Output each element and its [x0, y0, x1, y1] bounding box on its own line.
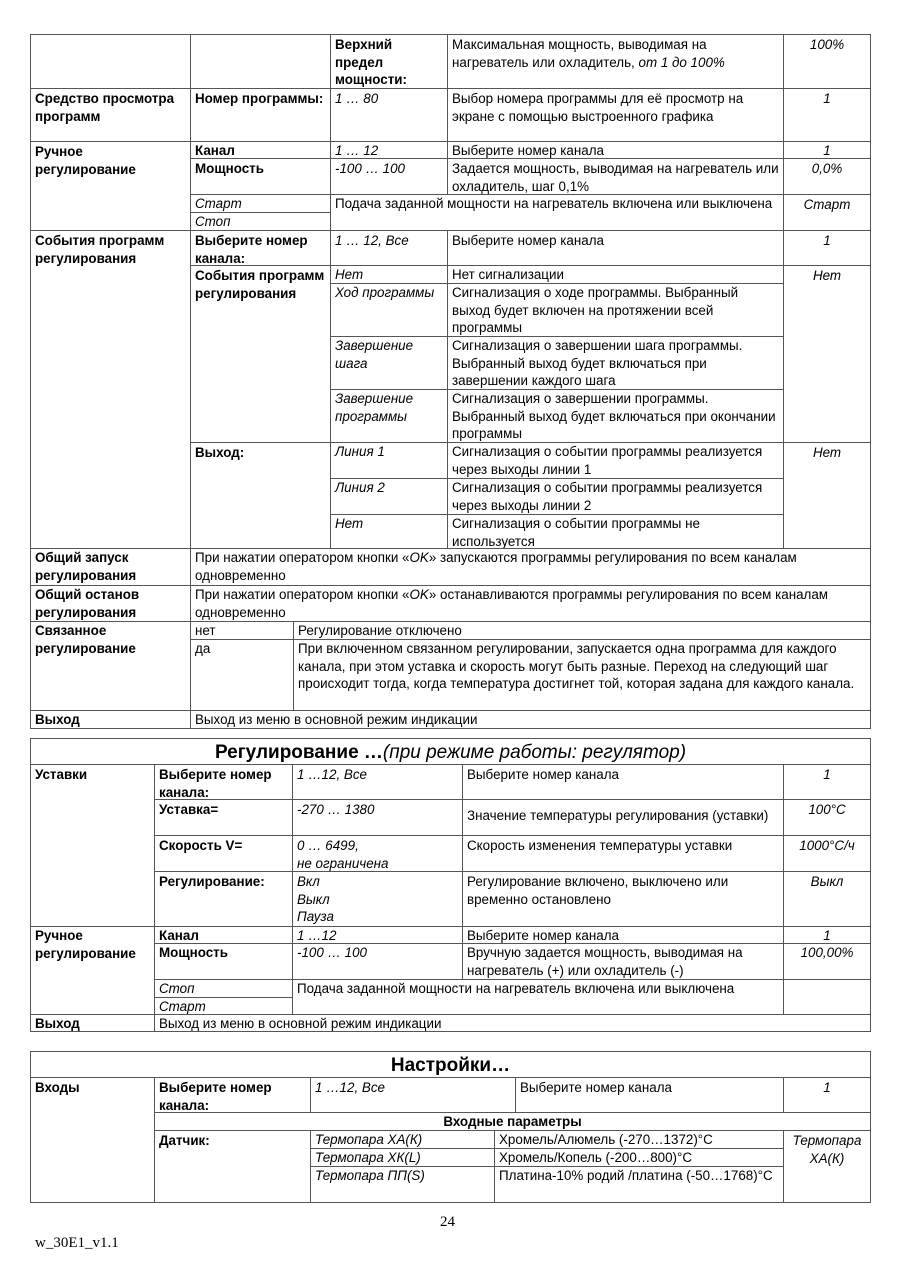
option-name: Линия 2: [330, 478, 448, 515]
ok-key: OK: [409, 550, 429, 565]
section-label: Выход: [30, 1014, 155, 1032]
section-label: Ручное регулирование: [30, 141, 191, 231]
default-value: Нет: [783, 265, 871, 443]
param-label: Мощность: [154, 943, 293, 980]
default-value: 1: [783, 230, 871, 266]
param-range: -100 … 100: [292, 943, 463, 980]
desc-italic: от 1 до 100%: [638, 54, 725, 70]
range-line: не ограничена: [297, 855, 389, 871]
param-desc: [447, 34, 784, 89]
option-pause: Пауза: [297, 909, 334, 924]
default-value: Нет: [783, 442, 871, 549]
sensor-desc: Хромель/Копель (-200…800)°C: [494, 1148, 784, 1167]
param-range: 1 …12, Все: [292, 764, 463, 800]
param-label: Датчик:: [154, 1130, 311, 1203]
option-name: Нет: [330, 514, 448, 549]
option-desc: При включенном связанном регулировании, запускается одна программа для каждого канала, при этом уставка и скорость могут быть разные. Переход на следующий шаг происходит тогда, когда температура достигнет той, которая задана для каждого канала.: [293, 639, 871, 711]
cell-empty: [190, 34, 331, 89]
param-label: Регулирование:: [154, 871, 293, 927]
param-desc: Выберите номер канала: [447, 230, 784, 266]
param-desc: Подача заданной мощности на нагреватель включена или выключена: [330, 194, 784, 231]
option-yes: да: [190, 639, 294, 711]
section-label: Связанное регулирование: [30, 621, 191, 711]
param-desc: Задается мощность, выводимая на нагреватель или охладитель, шаг 0,1%: [447, 158, 784, 195]
option-start: Старт: [190, 194, 331, 213]
param-options: [292, 871, 463, 927]
default-value: Термопара ХА(К): [783, 1130, 871, 1203]
default-value: Выкл: [783, 871, 871, 927]
section-label: События программ регулирования: [30, 230, 191, 549]
section-label: Входы: [30, 1077, 155, 1203]
default-value: 100°C: [783, 799, 871, 836]
option-start: Старт: [154, 997, 293, 1015]
param-range: 1 … 12, Все: [330, 230, 448, 266]
option-no: нет: [190, 621, 294, 640]
param-desc: Значение температуры регулирования (уставки): [462, 799, 784, 836]
default-value: 1: [783, 764, 871, 800]
section-label: Выход: [30, 710, 191, 729]
param-range: 1 …12, Все: [310, 1077, 516, 1113]
option-desc: Сигнализация о событии программы реализуется через выходы линии 1: [447, 442, 784, 479]
desc-text: » запускаются программы регулирования по всем каналам одновременно: [195, 550, 797, 583]
param-label: События программ регулирования: [190, 265, 331, 443]
sensor-desc: Платина-10% родий /платина (-50…1768)°C: [494, 1166, 784, 1203]
option-name: Завершение программы: [330, 389, 448, 443]
option-desc: Сигнализация о событии программы реализуется через выходы линии 2: [447, 478, 784, 515]
option-desc: Сигнализация о событии программы не используется: [447, 514, 784, 549]
section-label: Уставки: [30, 764, 155, 927]
option-stop: Стоп: [190, 212, 331, 231]
sensor-name: Термопара ХК(L): [310, 1148, 495, 1167]
cell-empty: [783, 979, 871, 1015]
default-value: 1: [783, 926, 871, 944]
ok-key: OK: [409, 587, 429, 602]
param-label: Выберите номер канала:: [154, 1077, 311, 1113]
subheader: Входные параметры: [154, 1112, 871, 1131]
default-value: 0,0%: [783, 158, 871, 195]
option-name: Нет: [330, 265, 448, 284]
default-value: 100,00%: [783, 943, 871, 980]
param-label: Скорость V=: [154, 835, 293, 872]
param-range: -270 … 1380: [292, 799, 463, 836]
section-label: Средство просмотра программ: [30, 88, 191, 142]
page-number: 24: [440, 1214, 455, 1230]
option-desc: Сигнализация о ходе программы. Выбранный выход будет включен на протяжении всей программы: [447, 283, 784, 337]
param-desc: Выбор номера программы для её просмотр на экране с помощью выстроенного графика: [447, 88, 784, 142]
param-label: Выберите номер канала:: [154, 764, 293, 800]
sensor-name: Термопара ПП(S): [310, 1166, 495, 1203]
section-desc: Выход из меню в основной режим индикации: [154, 1014, 871, 1032]
default-value: 1: [783, 141, 871, 159]
option-on: Вкл: [297, 874, 320, 889]
option-desc: Сигнализация о завершении шага программы. Выбранный выход будет включаться при завершении каждого шага: [447, 336, 784, 390]
option-name: Завершение шага: [330, 336, 448, 390]
param-label: Выход:: [190, 442, 331, 549]
param-desc: Выберите номер канала: [447, 141, 784, 159]
param-label: Номер программы:: [190, 88, 331, 142]
default-value: 1000°C/ч: [783, 835, 871, 872]
desc-text: При нажатии оператором кнопки «: [195, 587, 410, 602]
cell-empty: [30, 34, 191, 89]
param-desc: Регулирование включено, выключено или временно остановлено: [462, 871, 784, 927]
param-range: 1 … 12: [330, 141, 448, 159]
option-off: Выкл: [297, 891, 330, 907]
param-desc: Вручную задается мощность, выводимая на нагреватель (+) или охладитель (-): [462, 943, 784, 980]
param-desc: Выберите номер канала: [515, 1077, 784, 1113]
section-title: Настройки…: [30, 1051, 871, 1078]
desc-text: » останавливаются программы регулирования по всем каналам одновременно: [195, 587, 829, 620]
param-range: [292, 835, 463, 872]
param-desc: Выберите номер канала: [462, 764, 784, 800]
param-label: Выберите номер канала:: [190, 230, 331, 266]
title-text: Регулирование …: [214, 742, 383, 763]
param-label: Уставка=: [154, 799, 293, 836]
option-desc: Нет сигнализации: [447, 265, 784, 284]
default-value: 1: [783, 88, 871, 142]
desc-text: При нажатии оператором кнопки «: [195, 550, 410, 565]
param-label: Мощность: [190, 158, 331, 195]
option-name: Ход программы: [330, 283, 448, 337]
document-id: w_30E1_v1.1: [35, 1235, 119, 1251]
param-label: Канал: [190, 141, 331, 159]
section-desc: [190, 585, 871, 622]
option-name: Линия 1: [330, 442, 448, 479]
default-value: 1: [783, 1077, 871, 1113]
param-label: Верхний предел мощности:: [330, 34, 448, 89]
option-desc: Регулирование отключено: [293, 621, 871, 640]
title-italic: (при режиме работы: регулятор): [382, 742, 687, 763]
default-value: Старт: [783, 194, 871, 231]
section-label: Общий запуск регулирования: [30, 548, 191, 586]
param-label: Канал: [154, 926, 293, 944]
section-label: Ручное регулирование: [30, 926, 155, 1015]
section-title: [30, 738, 871, 765]
sensor-desc: Хромель/Алюмель (-270…1372)°C: [494, 1130, 784, 1149]
param-desc: Скорость изменения температуры уставки: [462, 835, 784, 872]
section-label: Общий останов регулирования: [30, 585, 191, 622]
section-desc: [190, 548, 871, 586]
param-desc: Выберите номер канала: [462, 926, 784, 944]
param-desc: Подача заданной мощности на нагреватель включена или выключена: [292, 979, 784, 1015]
desc-text: Максимальная мощность, выводимая на нагреватель или охладитель,: [452, 37, 707, 70]
option-stop: Стоп: [154, 979, 293, 998]
param-range: 1 …12: [292, 926, 463, 944]
option-desc: Сигнализация о завершении программы. Выбранный выход будет включаться при окончании программы: [447, 389, 784, 443]
param-range: 1 … 80: [330, 88, 448, 142]
param-range: -100 … 100: [330, 158, 448, 195]
sensor-name: Термопара ХА(К): [310, 1130, 495, 1149]
default-value: 100%: [783, 34, 871, 89]
range-line: 0 … 6499,: [297, 838, 359, 853]
section-desc: Выход из меню в основной режим индикации: [190, 710, 871, 729]
